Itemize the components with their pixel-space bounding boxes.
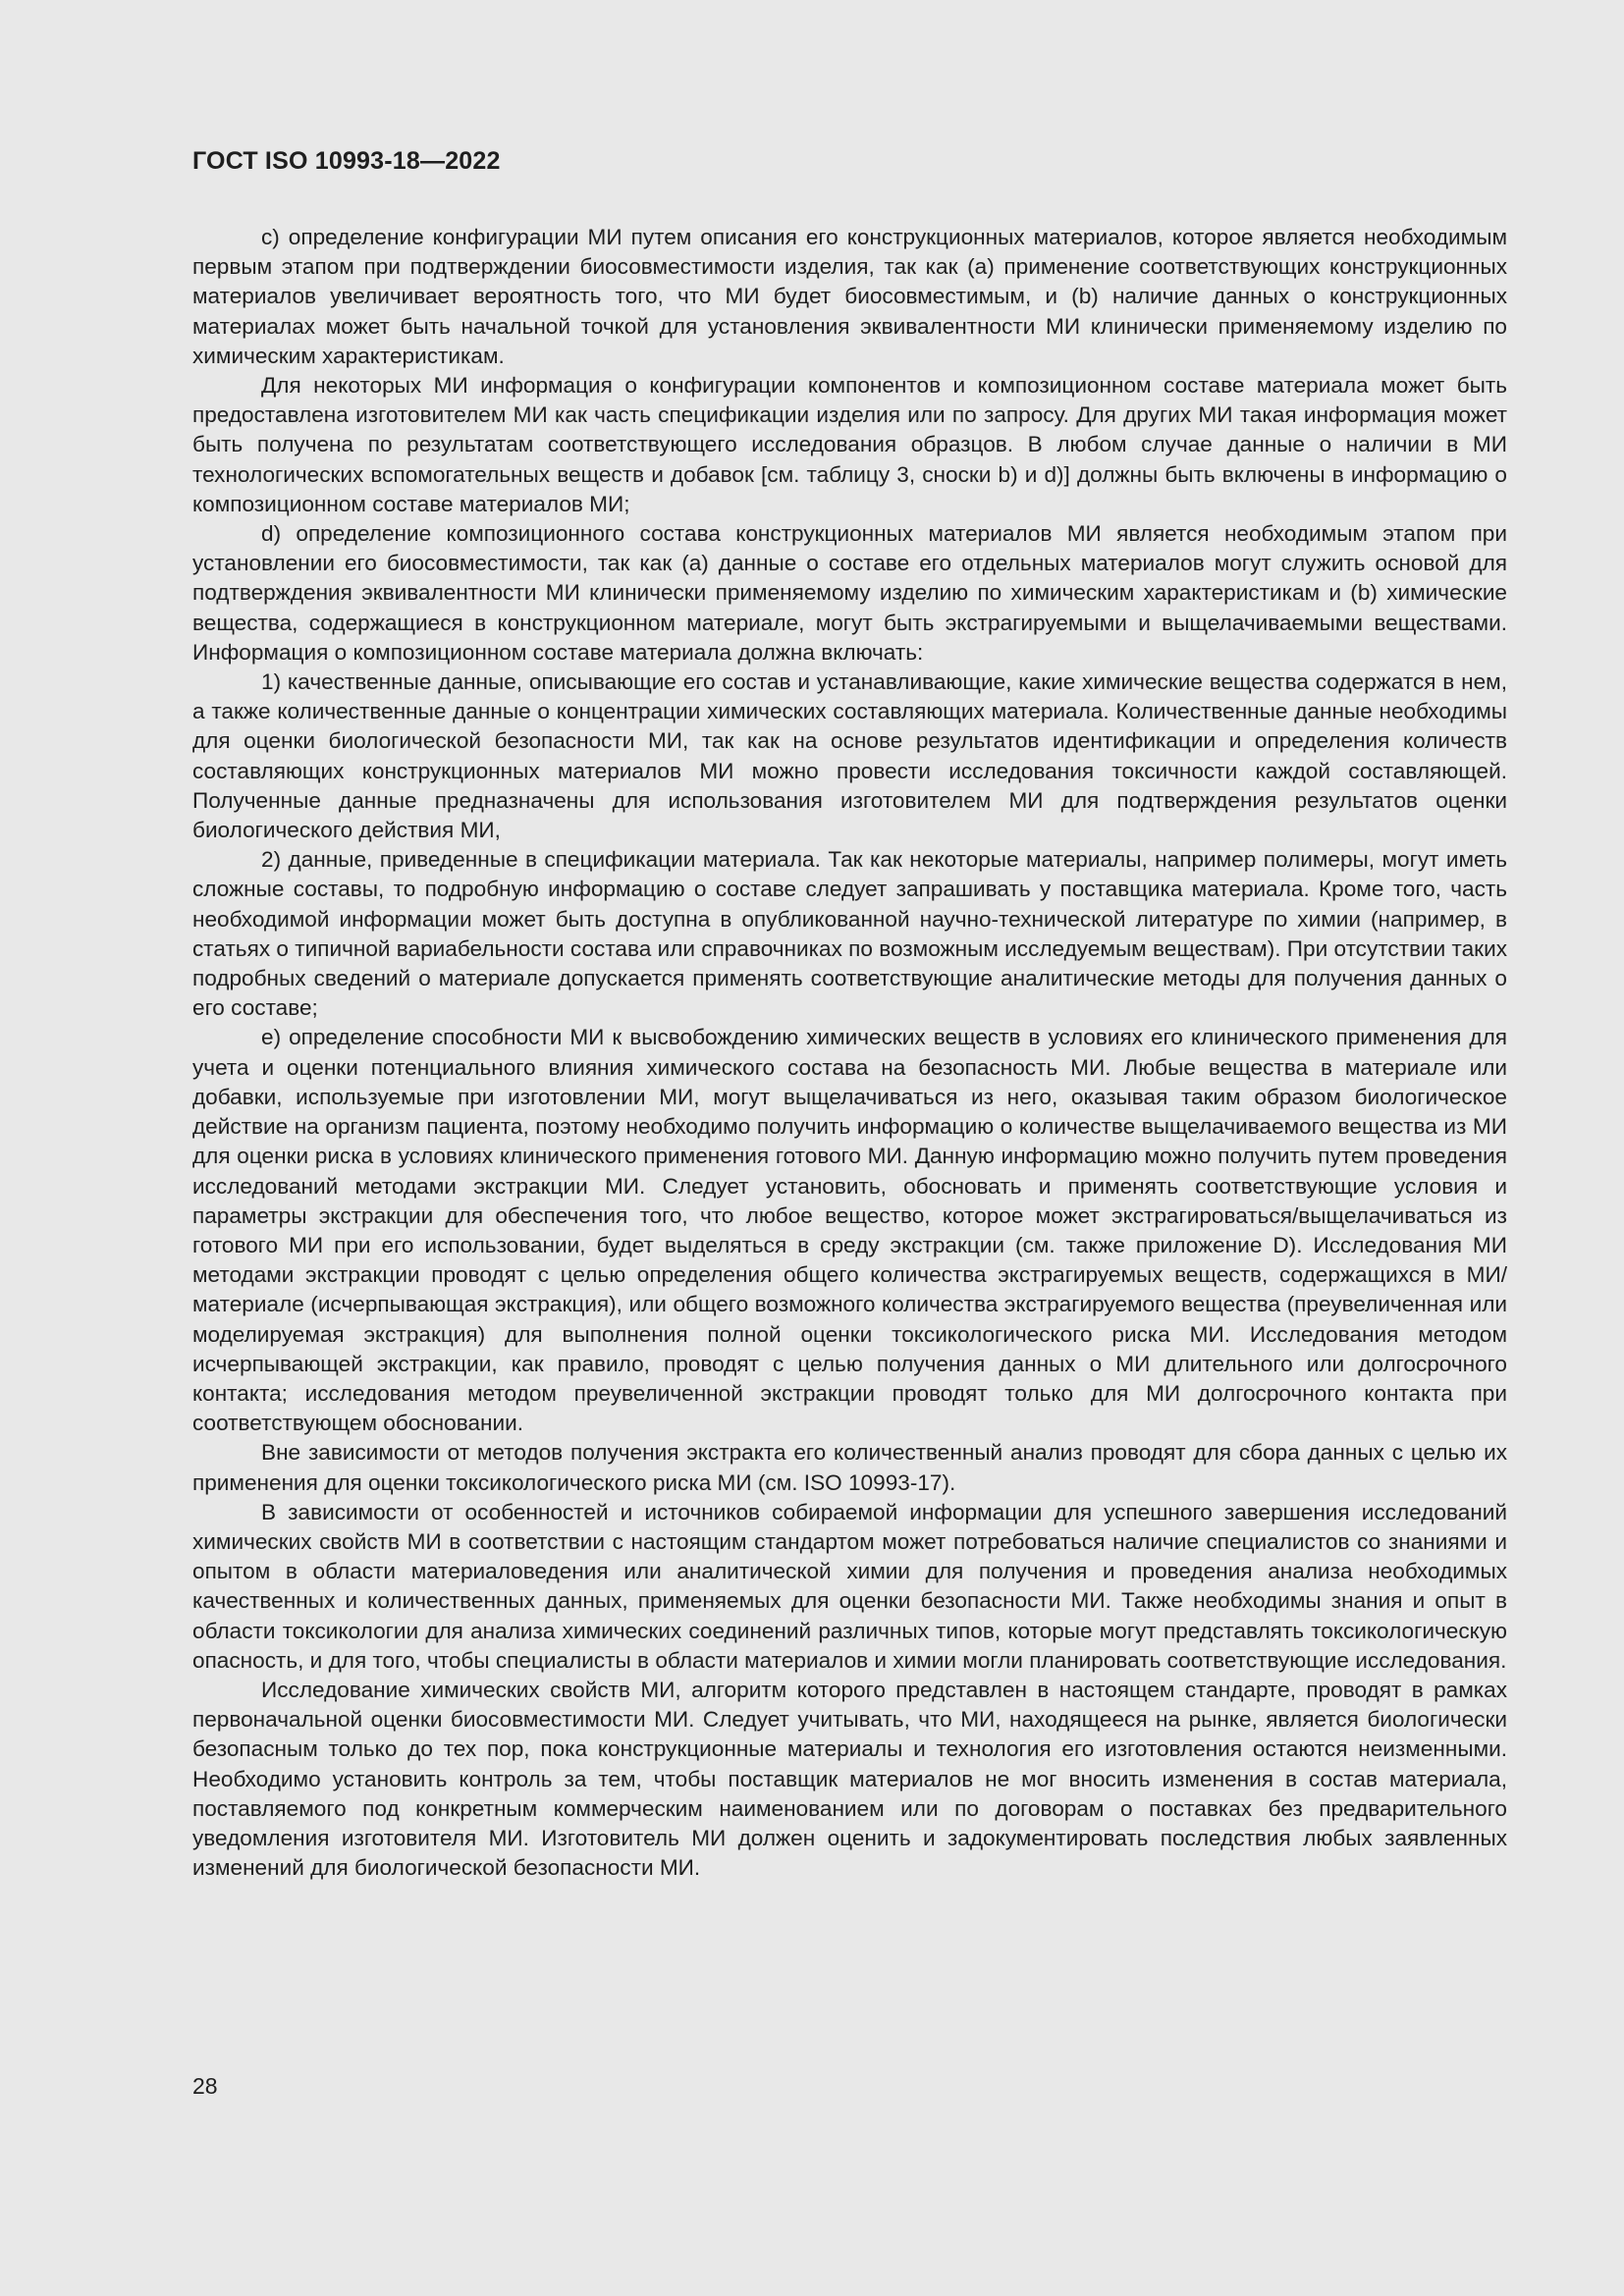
paragraph-item-e: e) определение способности МИ к высвобождению химических веществ в условиях его клинического применения для учета и оценки потенциального влияния химического состава на безопасность МИ. Любые вещества в материале или добавки, используемые при изготовлении МИ, могут выщелачиваться из него, оказывая таким образом биологическое действие на организм пациента, поэтому необходимо получить информацию о количестве выщелачиваемого вещества из МИ для оценки риска в условиях клинического применения готового МИ. Данную информацию можно получить путем проведения исследований методами экстракции МИ. Следует установить, обосновать и применять соответствующие условия и параметры экстракции для обеспечения того, что любое вещество, которое может экстрагироваться/выщелачиваться из готового МИ при его использовании, будет выделяться в среду экстракции (см. также приложение D). Исследования МИ методами экстракции проводят с целью определения общего количества экстрагируемых веществ, содержащихся в МИ/материале (исчерпывающая экстракция), или общего возможного количества экстрагируемого вещества (преувеличенная или моделируемая экстракция) для выполнения полной оценки токсикологического риска МИ. Исследования методом исчерпывающей экстракции, как правило, проводят с целью получения данных о МИ длительного или долгосрочного контакта; исследования методом преувеличенной экстракции проводят только для МИ долгосрочного контакта при соответствующем обосновании. (192, 1025, 1507, 1436)
standard-designation: ГОСТ ISO 10993-18—2022 (192, 147, 501, 175)
paragraph-extract-analysis: Вне зависимости от методов получения экстракта его количественный анализ проводят для сбора данных с целью их применения для оценки токсикологического риска МИ (см. ISO 10993-17). (192, 1440, 1507, 1495)
paragraph-initial-assessment: Исследование химических свойств МИ, алгоритм которого представлен в настоящем стандарте, проводят в рамках первоначальной оценки биосовместимости МИ. Следует учитывать, что МИ, находящееся на рынке, является биологически безопасным только до тех пор, пока конструкционные материалы и технология его изготовления остаются неизменными. Необходимо установить контроль за тем, чтобы поставщик материалов не мог вносить изменения в состав материала, поставляемого под конкретным коммерческим наименованием или по договорам о поставках без предварительного уведомления изготовителя МИ. Изготовитель МИ должен оценить и задокументировать последствия любых заявленных изменений для биологической безопасности МИ. (192, 1677, 1507, 1881)
paragraph-item-c: c) определение конфигурации МИ путем описания его конструкционных материалов, которое является необходимым первым этапом при подтверждении биосовместимости изделия, так как (a) применение соответствующих конструкционных материалов увеличивает вероятность того, что МИ будет биосовместимым, и (b) наличие данных о конструкционных материалах может быть начальной точкой для установления эквивалентности МИ клинически применяемому изделию по химическим характеристикам. (192, 225, 1507, 368)
paragraph-subitem-2: 2) данные, приведенные в спецификации материала. Так как некоторые материалы, например полимеры, могут иметь сложные составы, то подробную информацию о составе следует запрашивать у поставщика материала. Кроме того, часть необходимой информации может быть доступна в опубликованной научно-технической литературе по химии (например, в статьях о типичной вариабельности состава или справочниках по возможным исследуемым веществам). При отсутствии таких подробных сведений о материале допускается применять соответствующие аналитические методы для получения данных о его составе; (192, 847, 1507, 1021)
body-text (192, 223, 1507, 1883)
paragraph-specialists: В зависимости от особенностей и источников собираемой информации для успешного завершения исследований химических свойств МИ в соответствии с настоящим стандартом может потребоваться наличие специалистов со знаниями и опытом в области материаловедения или аналитической химии для получения и проведения анализа необходимых качественных и количественных данных, применяемых для оценки безопасности МИ. Также необходимы знания и опыт в области токсикологии для анализа химических соединений различных типов, которые могут представлять токсикологическую опасность, и для того, чтобы специалисты в области материалов и химии могли планировать соответствующие исследования. (192, 1499, 1507, 1673)
paragraph-item-d: d) определение композиционного состава конструкционных материалов МИ является необходимым этапом при установлении его биосовместимости, так как (a) данные о составе его отдельных материалов могут служить основой для подтверждения эквивалентности МИ клинически применяемому изделию по химическим характеристикам и (b) химические вещества, содержащиеся в конструкционном материале, могут быть экстрагируемыми и выщелачиваемыми веществами. Информация о композиционном составе материала должна включать: (192, 521, 1507, 665)
paragraph-composition-info: Для некоторых МИ информация о конфигурации компонентов и композиционном составе материала может быть предоставлена изготовителем МИ как часть спецификации изделия или по запросу. Для других МИ такая информация может быть получена по результатам соответствующего исследования образцов. В любом случае данные о наличии в МИ технологических вспомогательных веществ и добавок [см. таблицу 3, сноски b) и d)] должны быть включены в информацию о композиционном составе материалов МИ; (192, 373, 1507, 516)
page-number: 28 (192, 2073, 218, 2099)
paragraph-subitem-1: 1) качественные данные, описывающие его состав и устанавливающие, какие химические вещества содержатся в нем, а также количественные данные о концентрации химических составляющих материала. Количественные данные необходимы для оценки биологической безопасности МИ, так как на основе результатов идентификации и определения количеств составляющих конструкционных материалов МИ можно провести исследования токсичности каждой составляющей. Полученные данные предназначены для использования изготовителем МИ для подтверждения результатов оценки биологического действия МИ, (192, 669, 1507, 843)
